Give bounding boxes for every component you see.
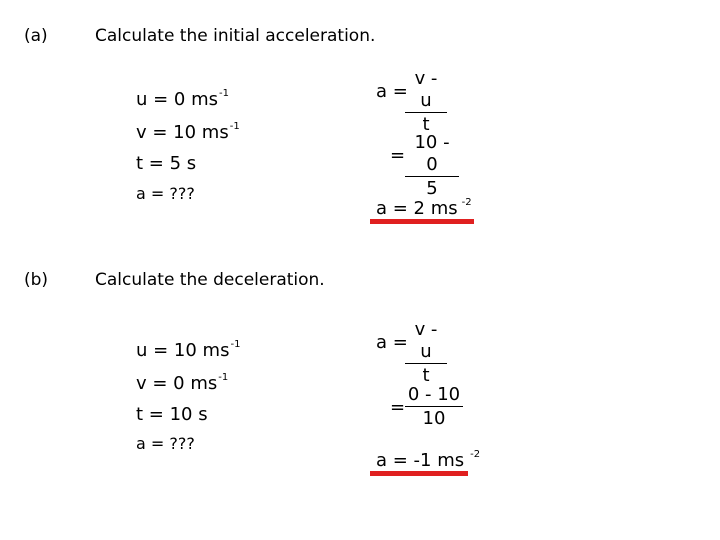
formula-fraction: v - u t xyxy=(405,68,447,137)
part-a-label: (a) xyxy=(24,26,48,46)
given-acceleration-unknown: a = ??? xyxy=(136,184,195,203)
given-initial-velocity: u = 10 $ms^{-1}$ xyxy=(136,339,241,361)
substitution-equals: = xyxy=(390,397,406,418)
formula-lhs: a = xyxy=(376,81,408,102)
substitution-fraction: 0 - 10 10 xyxy=(405,384,463,431)
formula-fraction: v - u t xyxy=(405,319,447,388)
given-acceleration-unknown: a = ??? xyxy=(136,434,195,453)
part-a-question: Calculate the initial acceleration. xyxy=(95,26,376,46)
formula-lhs: a = xyxy=(376,332,408,353)
given-time: t = 10 s xyxy=(136,404,208,425)
given-initial-velocity: u = 0 $ms^{-1}$ xyxy=(136,88,230,110)
part-b-label: (b) xyxy=(24,270,49,290)
answer-b: a = -1 ms $^{-2}$ xyxy=(376,449,481,471)
substitution-equals: = xyxy=(390,145,406,166)
answer-b-underline xyxy=(370,471,468,476)
answer-a-underline xyxy=(370,219,474,224)
answer-a: a = 2 ms $^{-2}$ xyxy=(376,197,472,219)
given-time: t = 5 s xyxy=(136,153,197,174)
substitution-fraction: 10 - 0 5 xyxy=(405,132,459,201)
given-final-velocity: v = 0 $ms^{-1}$ xyxy=(136,372,229,394)
given-final-velocity: v = 10 $ms^{-1}$ xyxy=(136,121,240,143)
part-b-question: Calculate the deceleration. xyxy=(95,270,325,290)
